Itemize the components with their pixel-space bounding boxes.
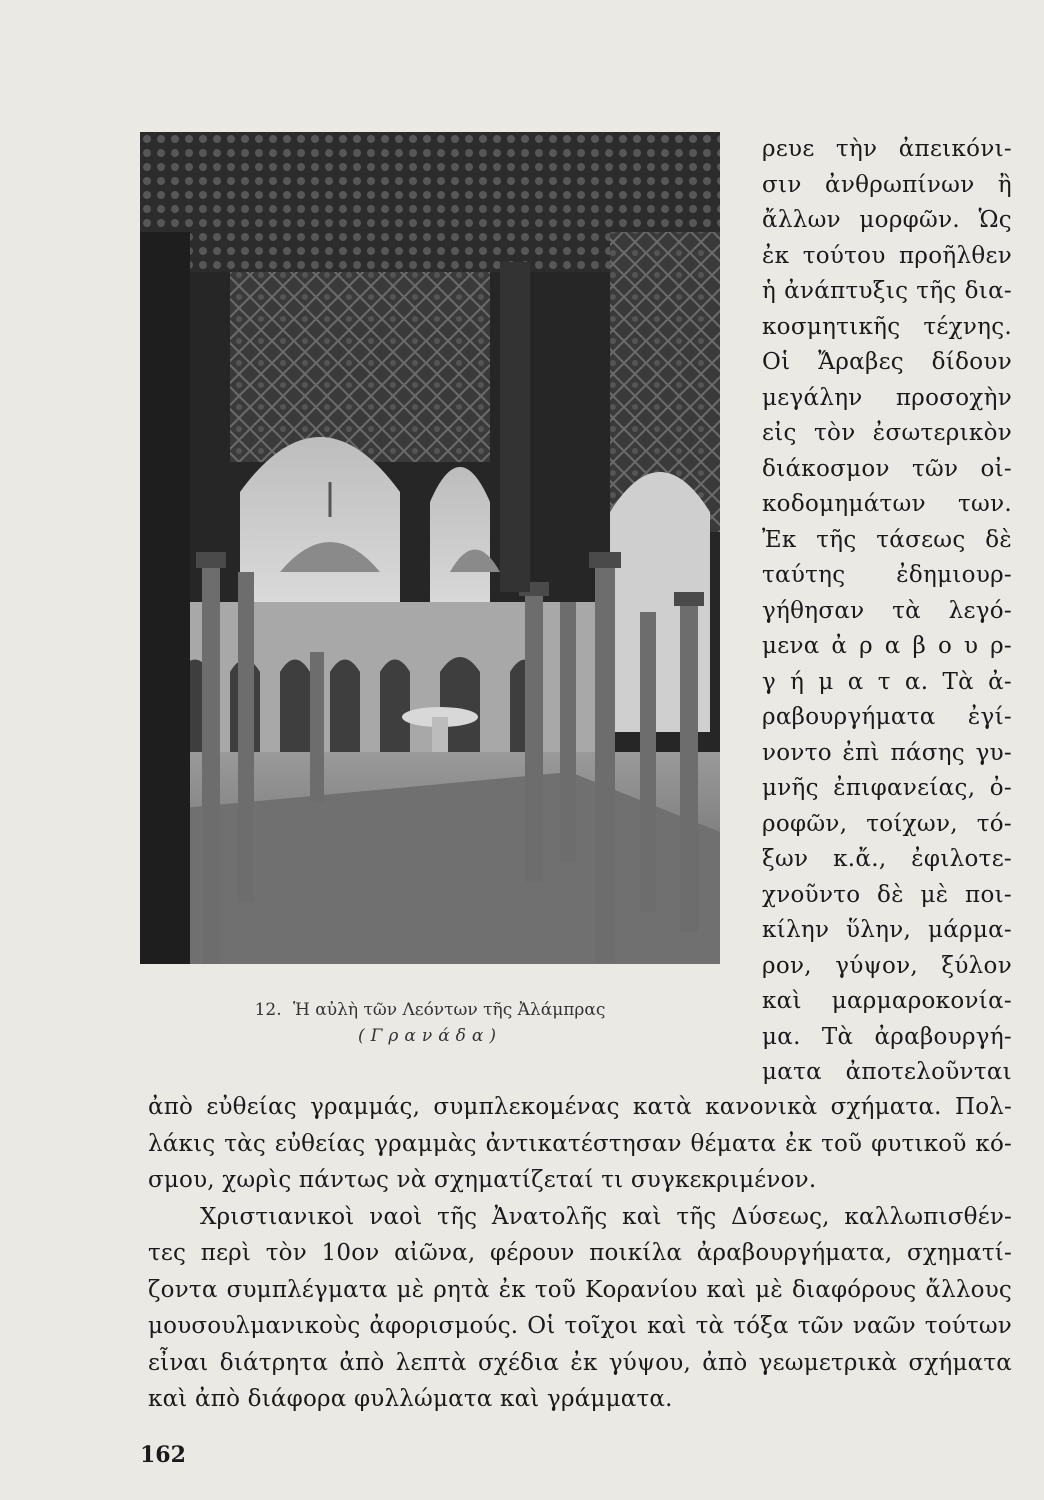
text-line: διάκοσμον τῶν οἰ- [762, 455, 1012, 482]
text-line: ἐκ τούτου προῆλθεν [762, 242, 1012, 269]
text-line: ταύτης ἐδημιουρ- [762, 562, 1012, 588]
text-line: κοσμητικῆς τέχνης. [762, 313, 1012, 340]
text-line: νοντο ἐπὶ πάσης γυ- [762, 739, 1012, 766]
text-line: ἀπὸ εὐθείας γραμμάς, συμπλεκομένας κατὰ κανονικὰ σχήματα. Πολ- [148, 1094, 1012, 1120]
text-line: καὶ ἀπὸ διάφορα φυλλώματα καὶ γράμματα. [148, 1386, 673, 1412]
text-line: εἶναι διάτρητα ἀπὸ λεπτὰ σχέδια ἐκ γύψου, ἀπὸ γεωμετρικὰ σχήματα [148, 1349, 1012, 1376]
text-line: Οἱ Ἄραβες δίδουν [762, 349, 1012, 375]
side-column-text [762, 132, 1012, 1091]
text-line: ἡ ἀνάπτυξις τῆς δια- [762, 278, 1012, 304]
text-line: ξων κ.ἄ., ἐφιλοτε- [762, 846, 1012, 872]
text-line: εἰς τὸν ἐσωτερικὸν [762, 420, 1012, 446]
text-line: μεγάλην προσοχὴν [762, 384, 1012, 411]
text-line: μα. Τὰ ἀραβουργή- [762, 1023, 1012, 1050]
text-line: ραβουργήματα ἐγί- [762, 704, 1012, 730]
figure-number: 12. [254, 1000, 282, 1020]
body-text [148, 1089, 1012, 1418]
photo-illustration [140, 132, 720, 964]
text-line: μουσουλμανικοὺς ἀφορισμούς. Οἱ τοῖχοι καὶ τὰ τόξα τῶν ναῶν τούτων [148, 1313, 1012, 1339]
figure-caption-place: (Γρανάδα) [357, 1026, 503, 1046]
text-line: λάκις τὰς εὐθείας γραμμὰς ἀντικατέστησαν θέματα ἐκ τοῦ φυτικοῦ κό- [148, 1130, 1012, 1157]
text-line: καὶ μαρμαροκονία- [762, 988, 1012, 1014]
text-line: μενα ἀ ρ α β ο υ ρ- [762, 633, 1012, 659]
figure-caption-text: Ἡ αὐλὴ τῶν Λεόντων τῆς Ἀλάμπρας [293, 1000, 606, 1020]
text-line: σιν ἀνθρωπίνων ἢ [762, 171, 1012, 198]
page-number: 162 [140, 1442, 186, 1468]
paragraph-first-line: Χριστιανικοὶ ναοὶ τῆς Ἀνατολῆς καὶ τῆς Δύσεως, καλλωπισθέν- [200, 1203, 1012, 1230]
text-line: ρευε τὴν ἀπεικόνι- [762, 136, 1012, 162]
text-line: ρον, γύψον, ξύλον [762, 952, 1012, 979]
text-line: γήθησαν τὰ λεγό- [762, 597, 1012, 624]
text-line: μνῆς ἐπιφανείας, ὀ- [762, 775, 1012, 801]
text-line: σμου, χωρὶς πάντως νὰ σχηματίζεταί τι συγκεκριμένον. [148, 1167, 817, 1193]
figure-caption [140, 998, 720, 1048]
text-line: ροφῶν, τοίχων, τό- [762, 810, 1012, 837]
text-line: χνοῦντο δὲ μὲ ποι- [762, 881, 1012, 908]
text-line: κοδομημάτων των. [762, 491, 1012, 517]
text-line: ζοντα συμπλέγματα μὲ ρητὰ ἐκ τοῦ Κορανίου καὶ μὲ διαφόρους ἄλλους [148, 1276, 1012, 1303]
text-line: τες περὶ τὸν 10ον αἰῶνα, φέρουν ποικίλα ἀραβουργήματα, σχηματί- [148, 1240, 1012, 1266]
alhambra-court-of-lions-photo [140, 132, 720, 964]
text-line: ἄλλων μορφῶν. Ὡς [762, 207, 1012, 233]
text-line: ματα ἀποτελοῦνται [762, 1059, 1012, 1085]
text-line: Ἐκ τῆς τάσεως δὲ [762, 526, 1012, 553]
text-line: κίλην ὕλην, μάρμα- [762, 917, 1012, 943]
text-line: γ ή μ α τ α. Τὰ ἀ- [762, 668, 1012, 695]
